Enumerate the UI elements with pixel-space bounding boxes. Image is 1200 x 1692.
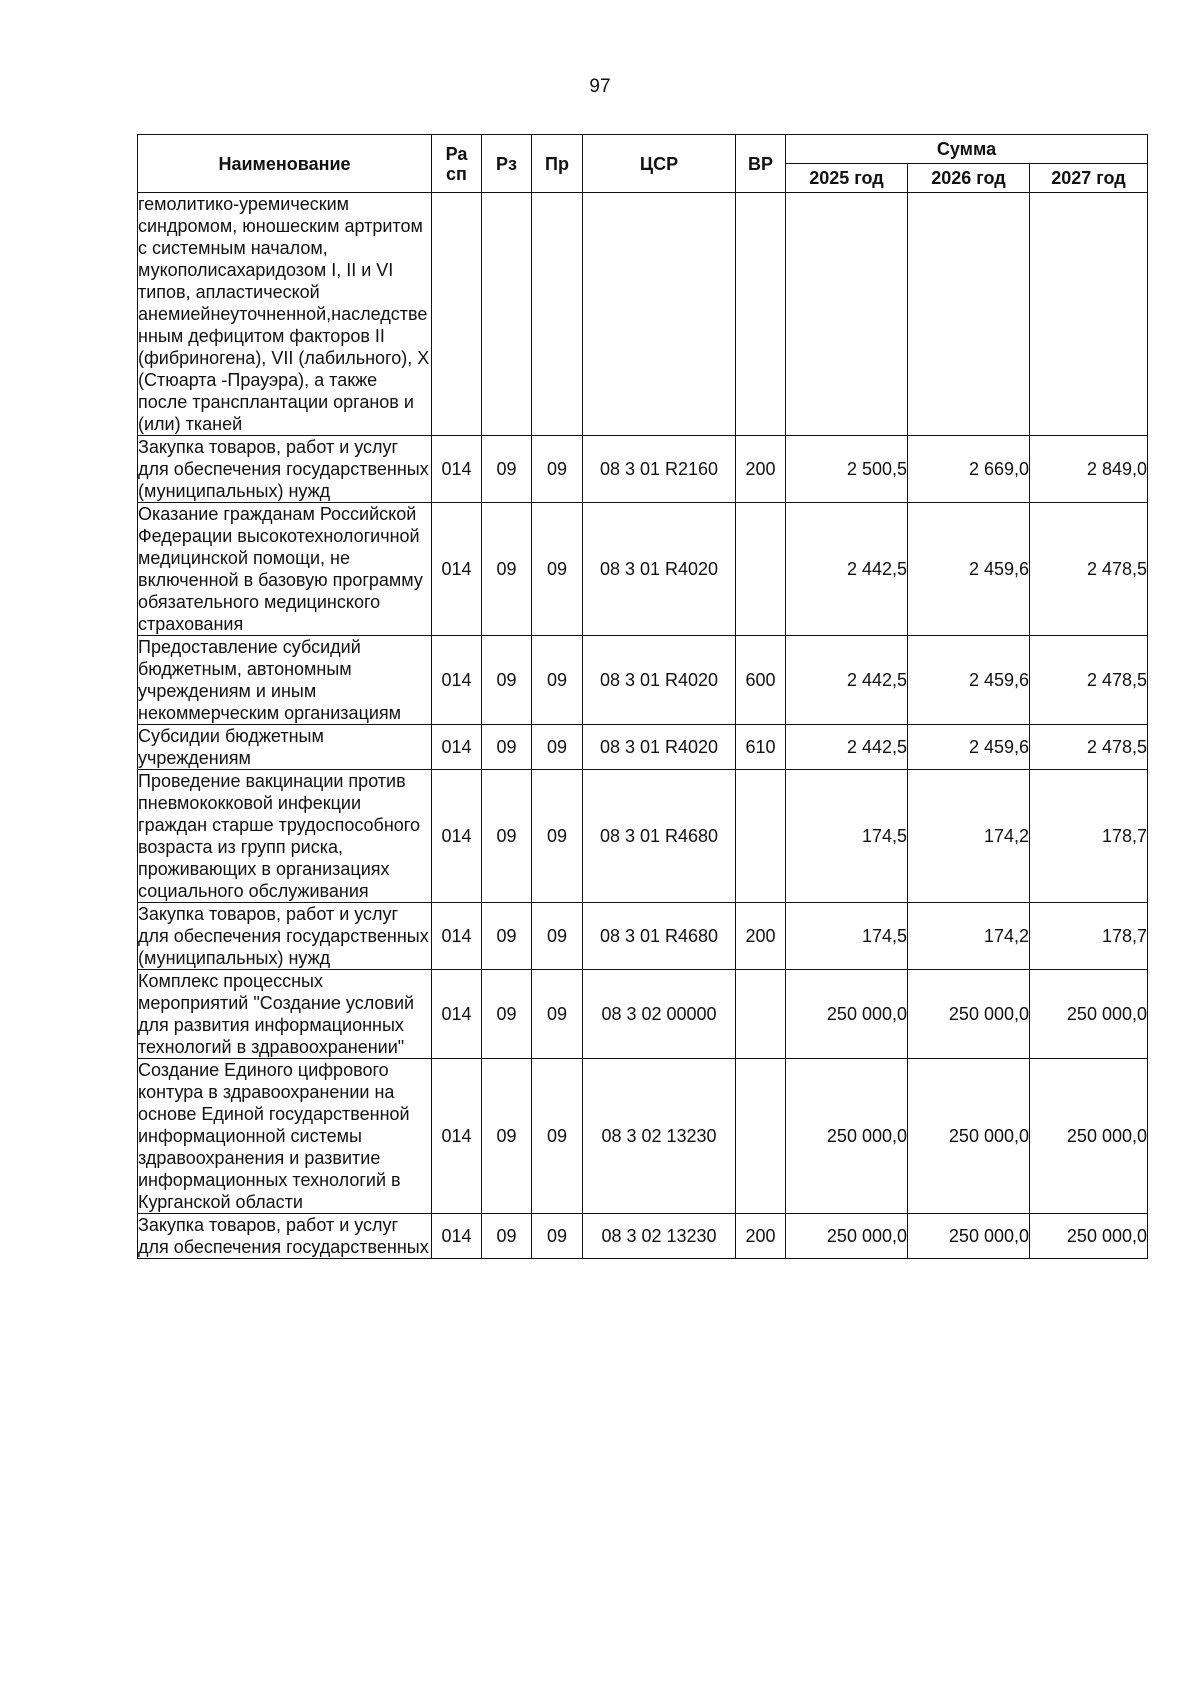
header-rasp-top: Ра — [445, 143, 468, 164]
table-row — [138, 770, 1148, 903]
cell-rasp: 014 — [432, 903, 482, 970]
cell-rasp — [432, 193, 482, 436]
cell-2025 — [786, 193, 908, 436]
header-year-2026: 2026 год — [908, 164, 1030, 193]
header-row-top — [138, 135, 1148, 164]
cell-name: Предоставление субсидий бюджетным, автономным учреждениям и иным некоммерческим организациям — [138, 636, 432, 725]
cell-csr: 08 3 01 R2160 — [583, 436, 736, 503]
cell-rasp: 014 — [432, 636, 482, 725]
cell-2026: 250 000,0 — [908, 1059, 1030, 1214]
cell-2027: 2 478,5 — [1030, 503, 1148, 636]
cell-csr: 08 3 01 R4680 — [583, 770, 736, 903]
header-sum: Сумма — [786, 135, 1148, 164]
header-year-2027: 2027 год — [1030, 164, 1148, 193]
cell-2026: 174,2 — [908, 903, 1030, 970]
cell-vr — [736, 970, 786, 1059]
cell-2027: 2 849,0 — [1030, 436, 1148, 503]
cell-vr — [736, 1059, 786, 1214]
cell-2025: 250 000,0 — [786, 1214, 908, 1259]
cell-csr — [583, 193, 736, 436]
header-rasp — [432, 135, 482, 193]
cell-rz — [482, 193, 532, 436]
cell-vr — [736, 770, 786, 903]
cell-rasp: 014 — [432, 1059, 482, 1214]
cell-rasp: 014 — [432, 503, 482, 636]
cell-rz: 09 — [482, 770, 532, 903]
cell-name: Комплекс процессных мероприятий "Создание условий для развития информационных технологий в здравоохранении" — [138, 970, 432, 1059]
cell-2026 — [908, 193, 1030, 436]
page-number: 97 — [589, 76, 611, 97]
cell-rz: 09 — [482, 636, 532, 725]
cell-rasp: 014 — [432, 436, 482, 503]
cell-rz: 09 — [482, 725, 532, 770]
cell-2027: 178,7 — [1030, 770, 1148, 903]
cell-2026: 2 459,6 — [908, 503, 1030, 636]
cell-pr — [532, 193, 583, 436]
cell-vr — [736, 193, 786, 436]
cell-rz: 09 — [482, 1214, 532, 1259]
cell-pr: 09 — [532, 725, 583, 770]
cell-vr: 600 — [736, 636, 786, 725]
cell-name: Закупка товаров, работ и услуг для обеспечения государственных — [138, 1214, 432, 1259]
cell-pr: 09 — [532, 1059, 583, 1214]
cell-rasp: 014 — [432, 770, 482, 903]
budget-table — [137, 134, 1148, 1259]
cell-name: Закупка товаров, работ и услуг для обеспечения государственных (муниципальных) нужд — [138, 436, 432, 503]
cell-pr: 09 — [532, 770, 583, 903]
cell-2025: 2 442,5 — [786, 725, 908, 770]
cell-pr: 09 — [532, 970, 583, 1059]
table-row — [138, 1214, 1148, 1259]
cell-pr: 09 — [532, 436, 583, 503]
cell-csr: 08 3 02 13230 — [583, 1059, 736, 1214]
cell-2027: 178,7 — [1030, 903, 1148, 970]
cell-rz: 09 — [482, 903, 532, 970]
header-name: Наименование — [138, 135, 432, 193]
cell-rasp: 014 — [432, 1214, 482, 1259]
cell-2027: 250 000,0 — [1030, 1059, 1148, 1214]
header-rasp-bottom: сп — [446, 163, 467, 184]
cell-csr: 08 3 01 R4020 — [583, 503, 736, 636]
cell-2027: 2 478,5 — [1030, 636, 1148, 725]
cell-name: гемолитико-уремическим синдромом, юношеским артритом с системным началом, мукополисахаридозом I, II и VI типов, апластической анемиейнеуточненной,наследственным дефицитом факторов II (фибриногена), VII (лабильного), X (Стюарта -Прауэра), а также после трансплантации органов и (или) тканей — [138, 193, 432, 436]
table-row — [138, 725, 1148, 770]
cell-rasp: 014 — [432, 725, 482, 770]
cell-2027: 250 000,0 — [1030, 1214, 1148, 1259]
cell-rz: 09 — [482, 970, 532, 1059]
cell-2026: 2 459,6 — [908, 725, 1030, 770]
table-row — [138, 1059, 1148, 1214]
cell-rz: 09 — [482, 436, 532, 503]
cell-2025: 174,5 — [786, 770, 908, 903]
cell-2025: 2 442,5 — [786, 503, 908, 636]
header-rz: Рз — [482, 135, 532, 193]
cell-csr: 08 3 02 00000 — [583, 970, 736, 1059]
cell-2025: 250 000,0 — [786, 970, 908, 1059]
table-body — [138, 193, 1148, 1259]
cell-name: Субсидии бюджетным учреждениям — [138, 725, 432, 770]
cell-csr: 08 3 01 R4020 — [583, 636, 736, 725]
cell-2027: 2 478,5 — [1030, 725, 1148, 770]
cell-2025: 2 500,5 — [786, 436, 908, 503]
cell-vr: 610 — [736, 725, 786, 770]
cell-rz: 09 — [482, 503, 532, 636]
cell-name: Проведение вакцинации против пневмококковой инфекции граждан старше трудоспособного возраста из групп риска, проживающих в организациях социального обслуживания — [138, 770, 432, 903]
cell-2026: 250 000,0 — [908, 970, 1030, 1059]
cell-name: Оказание гражданам Российской Федерации высокотехнологичной медицинской помощи, не включенной в базовую программу обязательного медицинского страхования — [138, 503, 432, 636]
cell-vr: 200 — [736, 903, 786, 970]
cell-name: Закупка товаров, работ и услуг для обеспечения государственных (муниципальных) нужд — [138, 903, 432, 970]
cell-pr: 09 — [532, 503, 583, 636]
cell-pr: 09 — [532, 903, 583, 970]
cell-2025: 2 442,5 — [786, 636, 908, 725]
header-pr: Пр — [532, 135, 583, 193]
cell-2026: 174,2 — [908, 770, 1030, 903]
cell-vr — [736, 503, 786, 636]
table-row — [138, 503, 1148, 636]
table-row — [138, 970, 1148, 1059]
cell-2025: 174,5 — [786, 903, 908, 970]
table-row — [138, 636, 1148, 725]
table-row — [138, 903, 1148, 970]
cell-2027 — [1030, 193, 1148, 436]
header-year-2025: 2025 год — [786, 164, 908, 193]
cell-2026: 2 459,6 — [908, 636, 1030, 725]
cell-2026: 2 669,0 — [908, 436, 1030, 503]
cell-2027: 250 000,0 — [1030, 970, 1148, 1059]
cell-rz: 09 — [482, 1059, 532, 1214]
cell-pr: 09 — [532, 636, 583, 725]
cell-rasp: 014 — [432, 970, 482, 1059]
cell-csr: 08 3 01 R4680 — [583, 903, 736, 970]
table-row — [138, 193, 1148, 436]
cell-pr: 09 — [532, 1214, 583, 1259]
cell-csr: 08 3 01 R4020 — [583, 725, 736, 770]
cell-vr: 200 — [736, 1214, 786, 1259]
header-csr: ЦСР — [583, 135, 736, 193]
cell-csr: 08 3 02 13230 — [583, 1214, 736, 1259]
cell-name: Создание Единого цифрового контура в здравоохранении на основе Единой государственной информационной системы здравоохранения и развитие информационных технологий в Курганской области — [138, 1059, 432, 1214]
table-row — [138, 436, 1148, 503]
cell-vr: 200 — [736, 436, 786, 503]
cell-2026: 250 000,0 — [908, 1214, 1030, 1259]
cell-2025: 250 000,0 — [786, 1059, 908, 1214]
header-vr: ВР — [736, 135, 786, 193]
